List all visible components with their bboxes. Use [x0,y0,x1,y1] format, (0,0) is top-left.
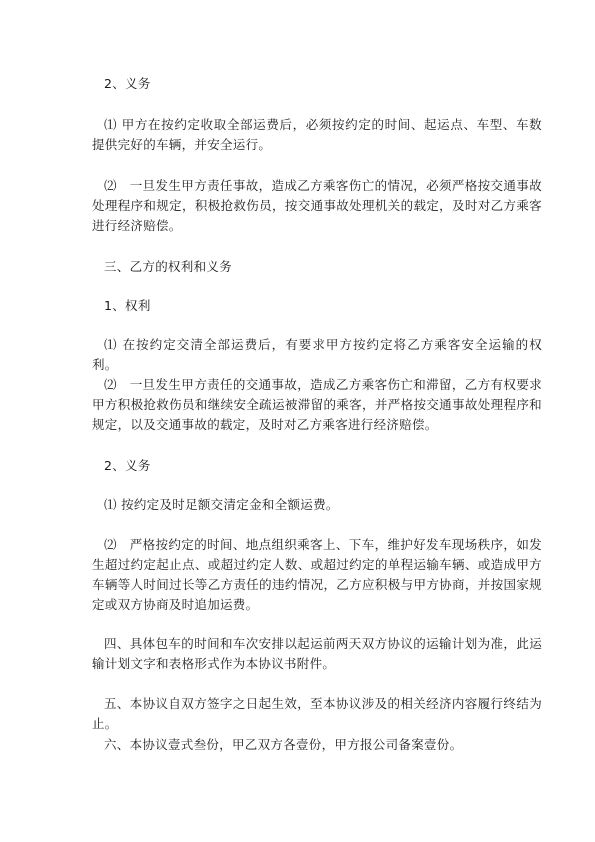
paragraph-clause-6: 六、本协议壹式叁份，甲乙双方各壹份，甲方报公司备案壹份。 [104,737,463,752]
paragraph-party-a-obligation-2: ⑵ 一旦发生甲方责任事故，造成乙方乘客伤亡的情况，必须严格按交通事故处理程序和规定，积极抢救伤员，按交通事故处理机关的载定，及时对乙方乘客进行经济赔偿。 [92,178,542,233]
section-heading-rights: 1、权利 [104,298,151,313]
section-heading-obligations-b: 2、义务 [104,458,151,473]
section-heading-obligations: 2、义务 [104,76,151,91]
paragraph-party-b-obligation-2: ⑵ 严格按约定的时间、地点组织乘客上、下车，维护好发车现场秩序，如发生超过约定起止点、或超过约定人数、或超过约定的单程运输车辆、或造成甲方车辆等人时间过长等乙方责任的违约情况，乙方应积极与甲方协商，并按国家规定或双方协商及时追加运费。 [92,537,542,612]
paragraph-clause-5: 五、本协议自双方签字之日起生效，至本协议涉及的相关经济内容履行终结为止。 [92,696,542,731]
paragraph-party-a-obligation-1: ⑴ 甲方在按约定收取全部运费后，必须按约定的时间、起运点、车型、车数提供完好的车辆，并安全运行。 [92,117,542,152]
paragraph-party-b-obligation-1: ⑴ 按约定及时足额交清定金和全额运费。 [104,497,339,512]
paragraph-party-b-right-1: ⑴ 在按约定交清全部运费后，有要求甲方按约定将乙方乘客安全运输的权利。 [92,337,542,372]
paragraph-party-b-right-2: ⑵ 一旦发生甲方责任的交通事故，造成乙方乘客伤亡和滞留，乙方有权要求甲方积极抢救伤员和继续安全疏运被滞留的乘客，并严格按交通事故处理程序和规定，以及交通事故的载定，及时对乙方乘客进行经济赔偿。 [92,377,542,432]
section-heading-party-b: 三、乙方的权利和义务 [104,259,233,274]
paragraph-clause-4: 四、具体包车的时间和车次安排以起运前两天双方协议的运输计划为准，此运输计划文字和表格形式作为本协议书附件。 [92,636,542,671]
